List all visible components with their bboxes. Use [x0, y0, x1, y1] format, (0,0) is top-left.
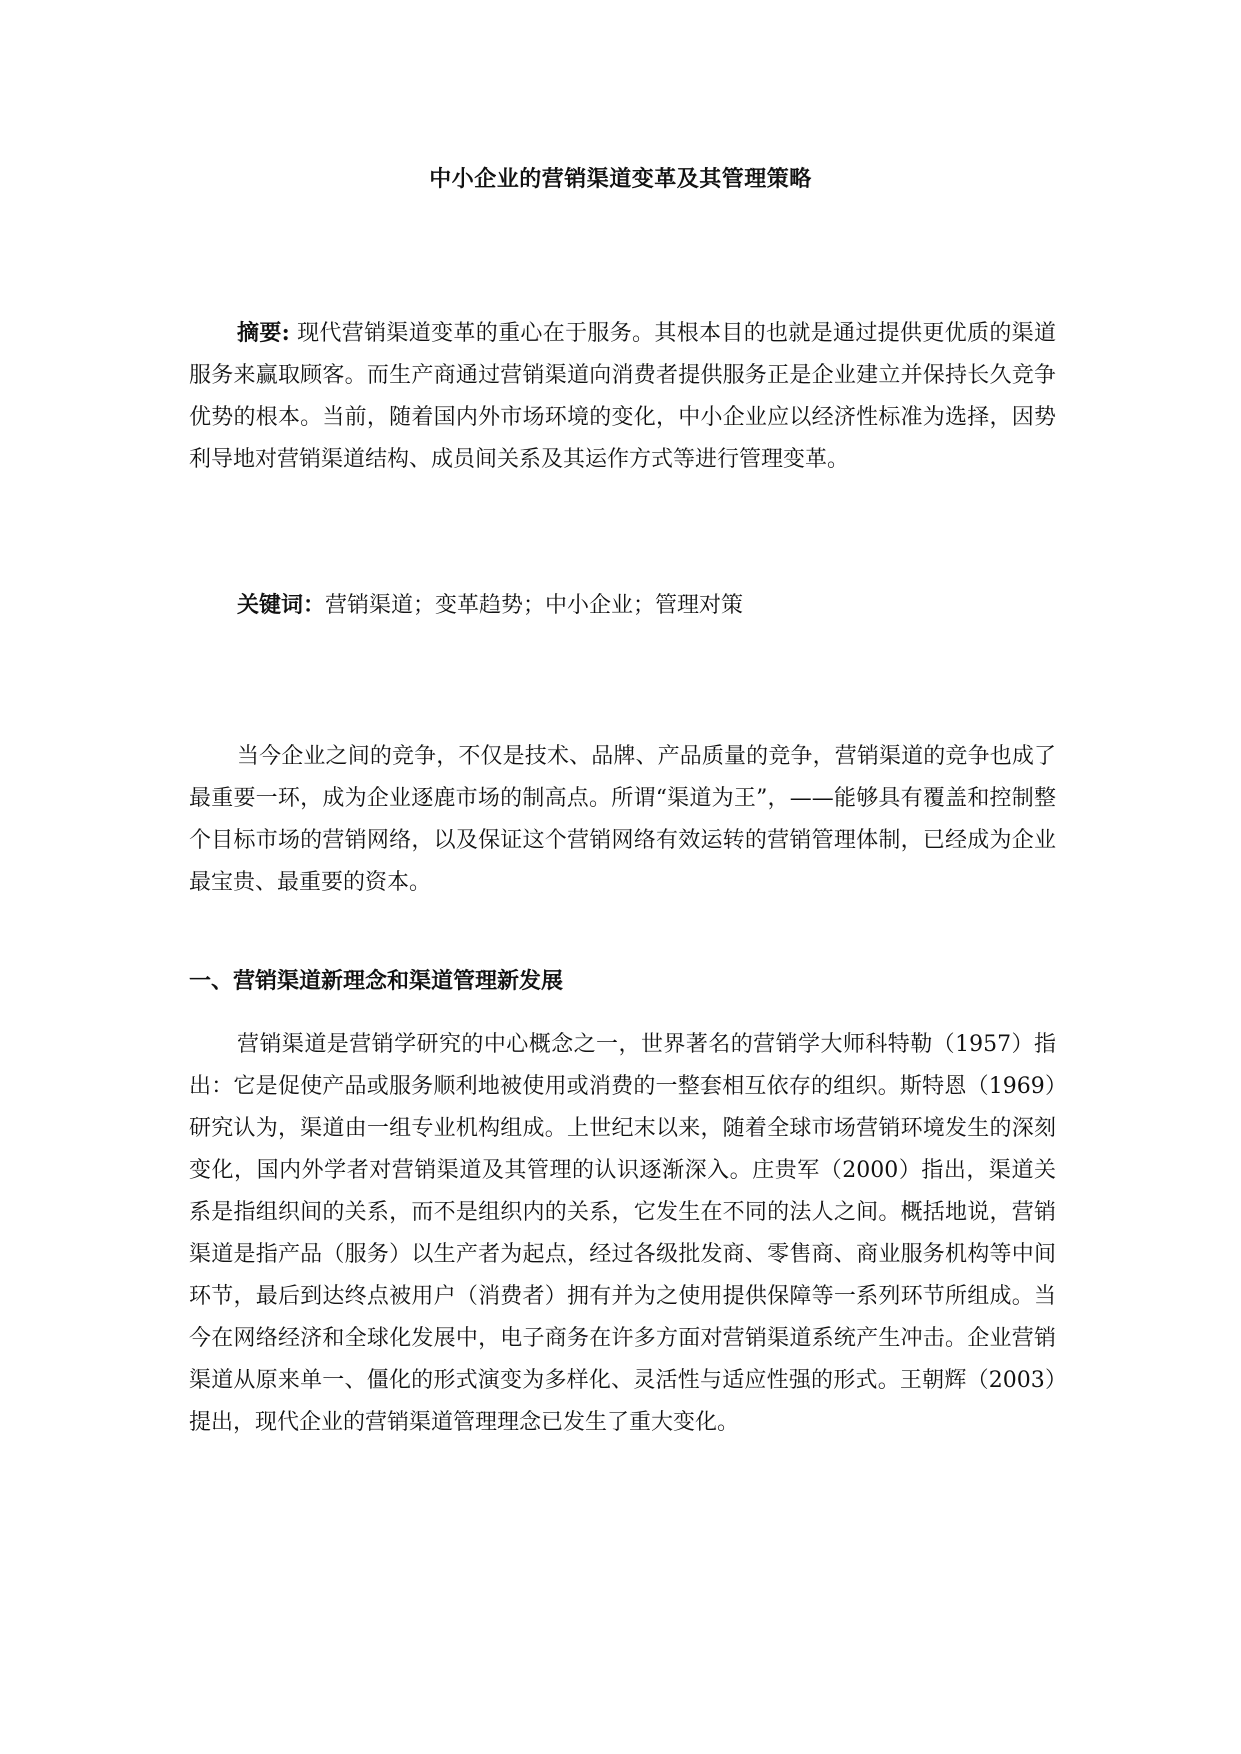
- document-title: 中小企业的营销渠道变革及其管理策略: [429, 166, 812, 192]
- abstract-text: 现代营销渠道变革的重心在于服务。其根本目的也就是通过提供更优质的渠道服务来赢取顾客。而生产商通过营销渠道向消费者提供服务正是企业建立并保持长久竞争优势的根本。当前，随着国内外市场环境的变化，中小企业应以经济性标准为选择，因势利导地对营销渠道结构、成员间关系及其运作方式等进行管理变革。: [189, 321, 1056, 472]
- keywords-text: 营销渠道；变革趋势；中小企业；管理对策: [325, 593, 744, 618]
- keywords-paragraph: [189, 584, 1056, 627]
- section-heading: 一、营销渠道新理念和渠道管理新发展: [189, 968, 564, 994]
- intro-paragraph: 当今企业之间的竞争，不仅是技术、品牌、产品质量的竞争，营销渠道的竞争也成了最重要一环，成为企业逐鹿市场的制高点。所谓“渠道为王”，——能够具有覆盖和控制整个目标市场的营销网络，以及保证这个营销网络有效运转的营销管理体制，已经成为企业最宝贵、最重要的资本。: [189, 744, 1056, 895]
- abstract-label: 摘要:: [237, 320, 290, 346]
- section-paragraph: 营销渠道是营销学研究的中心概念之一，世界著名的营销学大师科特勒（1957）指出：它是促使产品或服务顺利地被使用或消费的一整套相互依存的组织。斯特恩（1969）研究认为，渠道由一组专业机构组成。上世纪末以来，随着全球市场营销环境发生的深刻变化，国内外学者对营销渠道及其管理的认识逐渐深入。庄贵军（2000）指出，渠道关系是指组织间的关系，而不是组织内的关系，它发生在不同的法人之间。概括地说，营销渠道是指产品（服务）以生产者为起点，经过各级批发商、零售商、商业服务机构等中间环节，最后到达终点被用户（消费者）拥有并为之使用提供保障等一系列环节所组成。当今在网络经济和全球化发展中，电子商务在许多方面对营销渠道系统产生冲击。企业营销渠道从原来单一、僵化的形式演变为多样化、灵活性与适应性强的形式。王朝辉（2003）提出，现代企业的营销渠道管理理念已发生了重大变化。: [189, 1032, 1056, 1435]
- keywords-label: 关键词：: [237, 592, 326, 618]
- abstract-paragraph: [189, 312, 1056, 481]
